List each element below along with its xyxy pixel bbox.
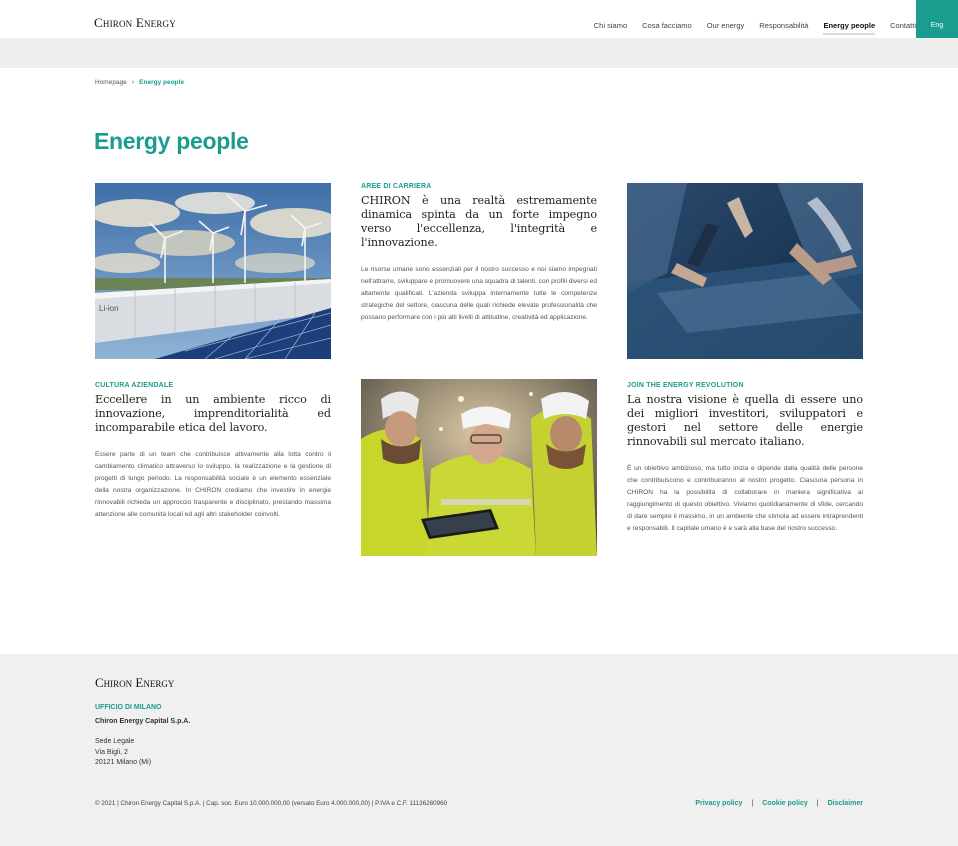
footer-office-title: UFFICIO DI MILANO [95, 704, 162, 711]
section-eyebrow: CULTURA AZIENDALE [95, 382, 174, 389]
wind-solar-image [95, 183, 331, 359]
section-lead: CHIRON è una realtà estremamente dinamica spinta da un forte impegno verso l'eccellenza, l'integrità e l'innovazione. [361, 194, 597, 249]
section-lead: Eccellere in un ambiente ricco di innovazione, imprenditorialità ed incomparabile etica del lavoro. [95, 393, 331, 434]
link-separator: | [816, 800, 819, 807]
battery-label: Li-ion [99, 304, 119, 313]
site-logo[interactable]: Chiron Energy [94, 15, 176, 30]
privacy-policy-link[interactable]: Privacy policy [695, 800, 743, 807]
footer-address-line: Sede Legale [95, 738, 135, 745]
nav-item-responsabilita[interactable]: Responsabilità [759, 21, 809, 30]
nav-item-our-energy[interactable]: Our energy [706, 21, 745, 30]
section-body: È un obiettivo ambizioso, ma tutto inizia e dipende dalla qualità delle persone che contribuiscono e contribuiranno al nostro progetto. Ciascuna persona in CHIRON ha la possibilità di collaborare in maniera significativa al raggiungimento di questo obiettivo. Viviamo quotidianamente di sfide, cercando di dare sempre il massimo, in un ambiente che stimola ad essere intraprendenti e responsabili. Il capitale umano è e sarà alla base del nostro successo. [627, 465, 863, 533]
nav-item-cosa-facciamo[interactable]: Cosa facciamo [642, 21, 692, 30]
section-aree-carriera [361, 183, 597, 324]
section-eyebrow: JOIN THE ENERGY REVOLUTION [627, 382, 744, 389]
footer-logo[interactable]: Chiron Energy [95, 675, 175, 690]
breadcrumb-home-link[interactable]: Homepage [95, 79, 127, 86]
engineers-tablet-image [361, 379, 597, 556]
cookie-policy-link[interactable]: Cookie policy [762, 800, 808, 807]
footer-address [95, 737, 151, 769]
footer-address-line: Via Bigli, 2 [95, 748, 128, 756]
header-band [0, 38, 958, 68]
footer-address-line: 20121 Milano (Mi) [95, 759, 152, 766]
footer-legal-links [695, 800, 863, 807]
nav-item-contatti[interactable]: Contatti [890, 21, 916, 30]
section-body: Le risorse umane sono essenziali per il nostro successo e noi siamo impegnati nell'attrarre, sviluppare e promuovere una squadra di talenti, con profili diversi ed altamente qualificati. L'azienda sviluppa internamente tutte le competenze strategiche del settore, ciascuna delle quali richiede elevate professionalità che possano performare con i più alti livelli di attitudine, creatività ed applicazione. [361, 266, 597, 322]
breadcrumb [95, 79, 184, 86]
section-eyebrow: AREE DI CARRIERA [361, 183, 432, 190]
section-lead: La nostra visione è quella di essere uno dei migliori investitori, sviluppatori e gestori nel settore delle energie rinnovabili sul mercato italiano. [627, 393, 863, 448]
nav-item-chi-siamo[interactable]: Chi siamo [593, 21, 628, 30]
page-title: Energy people [94, 128, 249, 154]
disclaimer-link[interactable]: Disclaimer [827, 800, 863, 807]
site-footer [0, 654, 958, 846]
nav-item-energy-people[interactable]: Energy people [823, 0, 875, 38]
footer-company-name: Chiron Energy Capital S.p.A. [95, 718, 191, 725]
site-header [0, 0, 958, 38]
section-cultura-aziendale [95, 382, 331, 522]
breadcrumb-current: Energy people [139, 79, 184, 86]
chevron-right-icon: › [131, 79, 135, 86]
section-body: Essere parte di un team che contribuisce attivamente alla lotta contro il cambiamento climatico attraverso lo sviluppo, la realizzazione e la gestione di progetti di lungo periodo. La responsabilità sociale è un elemento essenziale della nostra organizzazione. In CHIRON crediamo che investire in energie rinnovabili richieda un approccio trasparente e disciplinato, prestando massima attenzione alle comunità locali ed agli altri stakeholder coinvolti. [95, 451, 331, 519]
link-separator: | [751, 800, 754, 807]
main-nav [579, 0, 916, 38]
language-button[interactable]: Eng [916, 0, 958, 38]
footer-copyright: © 2021 | Chiron Energy Capital S.p.A. | Cap. soc. Euro 10.000.000,00 (versato Euro 4.000.000,00) | P.IVA e C.F. 11136280960 [95, 800, 448, 807]
business-meeting-image [627, 183, 863, 359]
section-energy-revolution [627, 382, 863, 536]
